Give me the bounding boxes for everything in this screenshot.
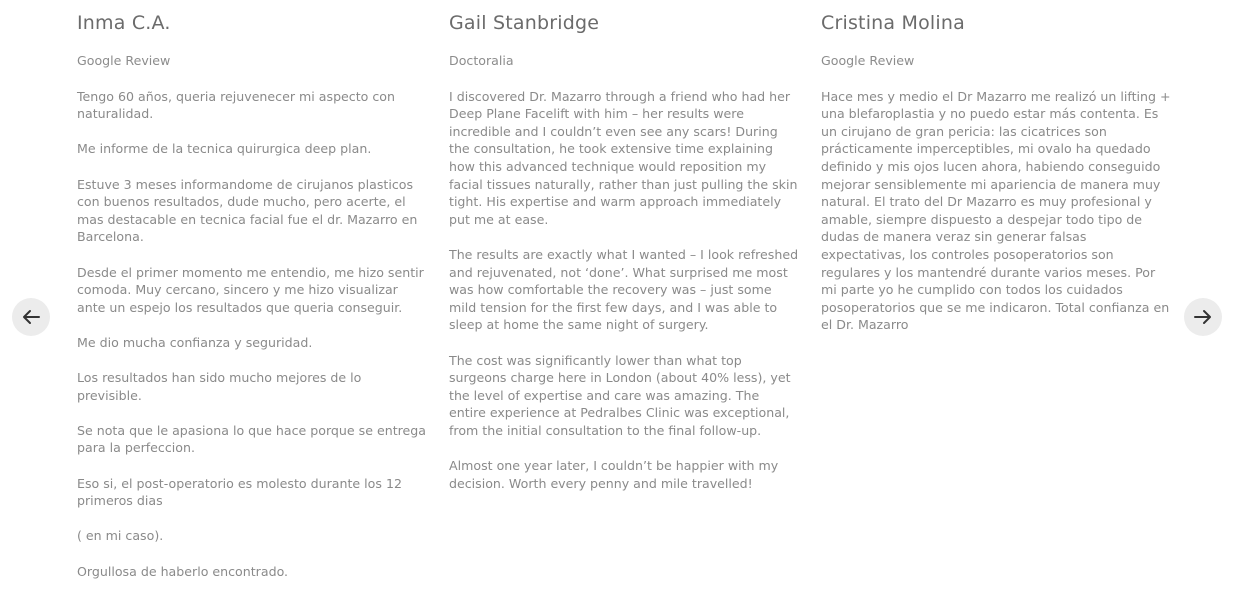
- review-card: [449, 10, 799, 510]
- review-card: [821, 10, 1171, 334]
- review-paragraph: Se nota que le apasiona lo que hace porque se entrega para la perfeccion.: [77, 422, 426, 456]
- review-paragraph: Eso si, el post-operatorio es molesto durante los 12 primeros dias: [77, 475, 402, 509]
- review-paragraph: The cost was significantly lower than what top surgeons charge here in London (about 40% less), yet the level of expertise and care was amazing. The entire experience at Pedralbes Clinic was exceptional, from the initial consultation to the final follow-up.: [449, 352, 791, 438]
- review-paragraph: Tengo 60 años, queria rejuvenecer mi aspecto con naturalidad.: [77, 88, 395, 122]
- review-paragraph: Almost one year later, I couldn’t be happier with my decision. Worth every penny and mile travelled!: [449, 458, 779, 491]
- next-review-button[interactable]: [1184, 298, 1222, 336]
- review-paragraph: ( en mi caso).: [77, 528, 164, 544]
- review-source: Google Review: [821, 53, 915, 68]
- review-paragraph: Desde el primer momento me entendio, me hizo sentir comoda. Muy cercano, sincero y me hizo visualizar ante un espejo los resultados que queria conseguir.: [77, 264, 424, 315]
- review-paragraph: The results are exactly what I wanted – I look refreshed and rejuvenated, not ‘done’. What surprised me most was how comfortable the recovery was – just some mild tension for the first few days, and I was able to sleep at home the same night of surgery.: [449, 246, 799, 333]
- review-paragraph: Estuve 3 meses informandome de cirujanos plasticos con buenos resultados, dude mucho, pero acerte, el mas destacable en tecnica facial fue el dr. Mazarro en Barcelona.: [77, 176, 418, 245]
- review-paragraph: Los resultados han sido mucho mejores de lo previsible.: [77, 370, 362, 403]
- reviewer-name: Cristina Molina: [821, 12, 965, 34]
- arrow-right-icon: [1194, 309, 1212, 325]
- previous-review-button[interactable]: [12, 298, 50, 336]
- review-paragraph: Me dio mucha confianza y seguridad.: [77, 334, 313, 350]
- review-text: [821, 88, 1171, 334]
- review-text: [449, 88, 799, 493]
- review-card: [77, 10, 427, 598]
- review-paragraph: Hace mes y medio el Dr Mazarro me realizó un lifting + una blefaroplastia y no puedo estar más contenta. Es un cirujano de gran pericia: las cicatrices son prácticamente imperceptibles, mi ovalo ha quedado definido y mis ojos lucen ahora, habiendo conseguido mejorar sensiblemente mi apariencia de manera muy natural. El trato del Dr Mazarro es muy profesional y amable, siempre dispuesto a despejar todo tipo de dudas de manera veraz sin generar falsas expectativas, los controles posoperatorios son regulares y los mantendré durante varios meses. Por mi parte yo he cumplido con todos los cuidados posoperatorios que se me indicaron. Total confianza en el Dr. Mazarro: [821, 88, 1171, 333]
- review-source: Doctoralia: [449, 53, 514, 68]
- review-text: [77, 88, 427, 581]
- arrow-left-icon: [22, 309, 40, 325]
- review-paragraph: Me informe de la tecnica quirurgica deep plan.: [77, 141, 372, 157]
- reviewer-name: Gail Stanbridge: [449, 12, 600, 34]
- review-source: Google Review: [77, 53, 171, 68]
- reviewer-name: Inma C.A.: [77, 12, 171, 34]
- review-paragraph: Orgullosa de haberlo encontrado.: [77, 563, 289, 579]
- review-paragraph: I discovered Dr. Mazarro through a friend who had her Deep Plane Facelift with him – her results were incredible and I couldn’t even see any scars! During the consultation, he took extensive time explaining how this advanced technique would reposition my facial tissues naturally, rather than just pulling the skin tight. His expertise and warm approach immediately put me at ease.: [449, 88, 798, 227]
